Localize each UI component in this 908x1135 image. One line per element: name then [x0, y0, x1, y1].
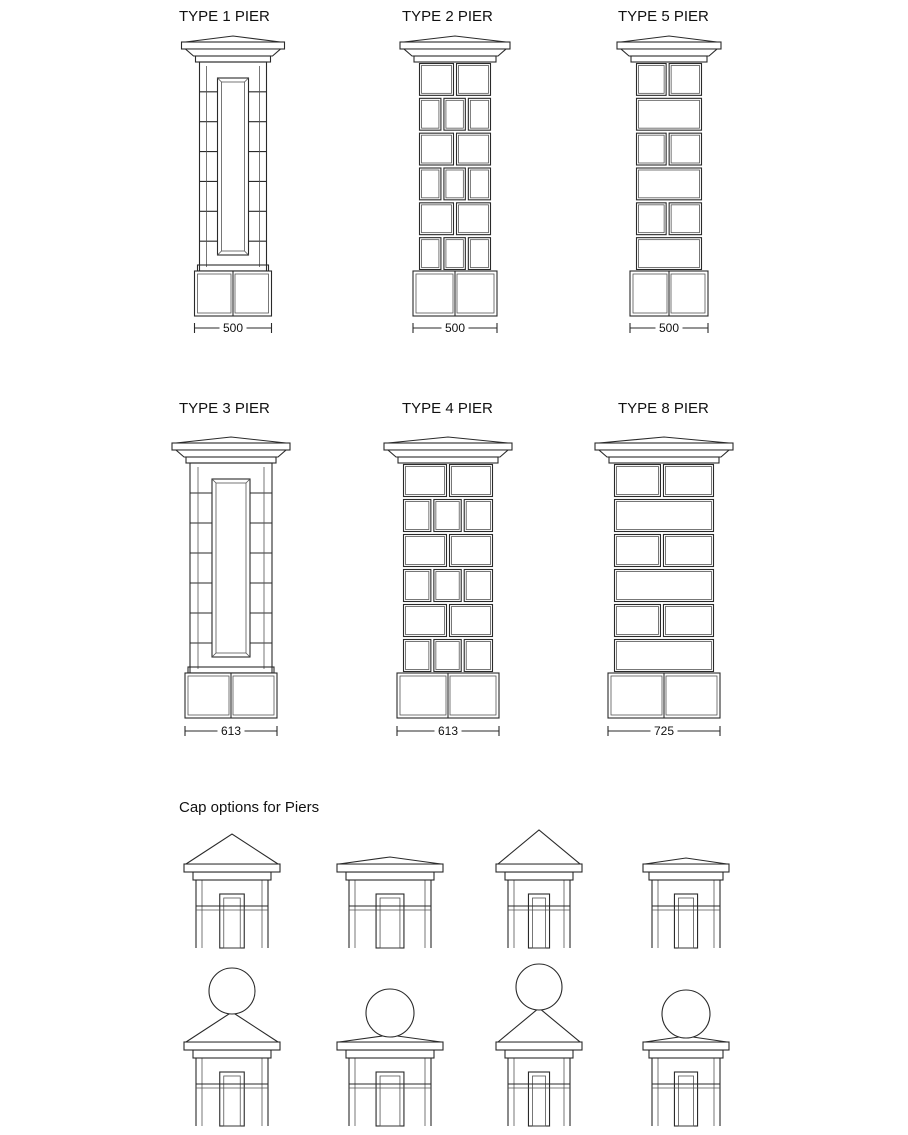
- cap-slab: [337, 1042, 443, 1050]
- dimension-label: 500: [222, 321, 244, 335]
- cap-slab: [337, 864, 443, 872]
- cap-option-pyramid-cap-with-ball: [184, 968, 280, 1126]
- pier-type-2-pier: [400, 8, 510, 335]
- ball-finial: [209, 968, 255, 1014]
- cap-slab: [400, 42, 510, 49]
- pier-title: TYPE 5 PIER: [618, 8, 709, 25]
- cap-option-pyramid-cap-steep: [496, 830, 582, 948]
- ashlar-block: [444, 238, 465, 270]
- ashlar-block: [420, 238, 441, 270]
- plinth-step: [198, 265, 269, 271]
- pier-type-4-pier: [384, 400, 512, 738]
- ashlar-block: [615, 640, 714, 672]
- cornice: [621, 49, 717, 56]
- cap-neck: [193, 872, 271, 880]
- cornice-band: [196, 56, 271, 62]
- pier-title: TYPE 2 PIER: [402, 8, 493, 25]
- ashlar-block: [615, 535, 661, 567]
- cap-option-pyramid-cap-steep-with-ball: [496, 964, 582, 1126]
- cornice: [186, 49, 281, 56]
- ashlar-block: [420, 203, 454, 235]
- cap-option-flat-cap-with-ball: [337, 989, 443, 1126]
- cap-option-flat-cap-low: [643, 858, 729, 948]
- cap-options-layer: [184, 830, 729, 1126]
- pier-type-3-pier: [172, 400, 290, 738]
- cap-neck: [346, 872, 434, 880]
- pier-title: TYPE 3 PIER: [179, 400, 270, 417]
- ball-finial: [662, 990, 710, 1038]
- ashlar-block: [450, 605, 493, 637]
- ashlar-block: [464, 640, 492, 672]
- cap-slab: [172, 443, 290, 450]
- ashlar-block: [615, 465, 661, 497]
- cap-slab: [595, 443, 733, 450]
- cap-pyramid: [498, 830, 580, 864]
- ashlar-block: [669, 133, 701, 165]
- cap-top: [621, 36, 717, 42]
- ashlar-block: [637, 238, 702, 270]
- ashlar-block: [457, 203, 491, 235]
- ashlar-block: [444, 98, 465, 130]
- ashlar-block: [637, 203, 667, 235]
- ashlar-block: [637, 98, 702, 130]
- pier-layer: [172, 8, 733, 738]
- ashlar-block: [404, 640, 431, 672]
- cap-options-heading: Cap options for Piers: [179, 799, 320, 816]
- pier-title: TYPE 8 PIER: [618, 400, 709, 417]
- pier-title: TYPE 4 PIER: [402, 400, 493, 417]
- recessed-panel: [218, 78, 249, 255]
- cap-slab: [643, 1042, 729, 1050]
- pier-title: TYPE 1 PIER: [179, 8, 270, 25]
- ashlar-block: [663, 535, 713, 567]
- ashlar-block: [464, 570, 492, 602]
- cornice-band: [414, 56, 496, 62]
- dimension-label: 613: [220, 724, 242, 738]
- cap-top: [176, 437, 286, 443]
- cap-neck: [346, 1050, 434, 1058]
- ashlar-block: [637, 168, 702, 200]
- ashlar-block: [457, 64, 491, 96]
- cap-shallow-top: [645, 858, 727, 864]
- ashlar-block: [444, 168, 465, 200]
- ashlar-block: [450, 465, 493, 497]
- ashlar-block: [663, 465, 713, 497]
- ashlar-block: [464, 500, 492, 532]
- ashlar-block: [404, 570, 431, 602]
- cap-top: [388, 437, 508, 443]
- cap-slab: [184, 1042, 280, 1050]
- cap-slab: [384, 443, 512, 450]
- cap-option-flat-cap: [337, 857, 443, 948]
- ashlar-block: [663, 605, 713, 637]
- cap-top: [404, 36, 506, 42]
- cap-shallow-top: [339, 857, 441, 864]
- ashlar-block: [404, 465, 447, 497]
- cornice-band: [609, 457, 719, 463]
- mini-panel: [528, 1072, 549, 1126]
- cap-option-flat-cap-low-with-ball: [643, 990, 729, 1126]
- ashlar-block: [669, 64, 701, 96]
- cornice-band: [631, 56, 707, 62]
- ashlar-block: [669, 203, 701, 235]
- cornice: [599, 450, 729, 457]
- ball-finial: [516, 964, 562, 1010]
- pier-type-8-pier: [595, 400, 733, 738]
- cornice: [388, 450, 508, 457]
- ashlar-block: [468, 238, 490, 270]
- cap-option-pyramid-cap-tall: [184, 834, 280, 948]
- ashlar-block: [404, 605, 447, 637]
- cornice-band: [186, 457, 276, 463]
- ashlar-block: [404, 500, 431, 532]
- cap-pyramid: [186, 1012, 278, 1042]
- cornice: [404, 49, 506, 56]
- mini-panel: [674, 1072, 697, 1126]
- cornice: [176, 450, 286, 457]
- ashlar-block: [434, 570, 461, 602]
- ashlar-block: [468, 168, 490, 200]
- pier-type-1-pier: [179, 8, 285, 335]
- cap-neck: [649, 872, 723, 880]
- dimension-label: 500: [444, 321, 466, 335]
- cap-pyramid: [498, 1008, 580, 1042]
- ashlar-block: [420, 168, 441, 200]
- cap-pyramid: [186, 834, 278, 864]
- ashlar-block: [637, 133, 667, 165]
- cornice-band: [398, 457, 498, 463]
- dimension-label: 725: [653, 724, 675, 738]
- cap-neck: [505, 872, 573, 880]
- ashlar-block: [434, 500, 461, 532]
- cap-neck: [193, 1050, 271, 1058]
- pier-type-5-pier: [617, 8, 721, 335]
- ashlar-block: [404, 535, 447, 567]
- ashlar-block: [434, 640, 461, 672]
- cap-neck: [649, 1050, 723, 1058]
- ashlar-block: [615, 570, 714, 602]
- dimension-label: 500: [658, 321, 680, 335]
- ashlar-block: [420, 98, 441, 130]
- ashlar-block: [420, 133, 454, 165]
- ball-finial: [366, 989, 414, 1037]
- cap-top: [599, 437, 729, 443]
- mini-panel: [528, 894, 549, 948]
- ashlar-block: [468, 98, 490, 130]
- ashlar-block: [615, 605, 661, 637]
- cap-top: [186, 36, 281, 42]
- dimension-label: 613: [437, 724, 459, 738]
- ashlar-block: [615, 500, 714, 532]
- cap-slab: [617, 42, 721, 49]
- cap-slab: [496, 1042, 582, 1050]
- mini-panel: [674, 894, 697, 948]
- cap-slab: [182, 42, 285, 49]
- recessed-panel: [212, 479, 250, 657]
- ashlar-block: [450, 535, 493, 567]
- cap-slab: [496, 864, 582, 872]
- ashlar-block: [420, 64, 454, 96]
- cap-slab: [184, 864, 280, 872]
- cap-neck: [505, 1050, 573, 1058]
- ashlar-block: [637, 64, 667, 96]
- ashlar-block: [457, 133, 491, 165]
- plinth-step: [188, 667, 274, 673]
- cap-slab: [643, 864, 729, 872]
